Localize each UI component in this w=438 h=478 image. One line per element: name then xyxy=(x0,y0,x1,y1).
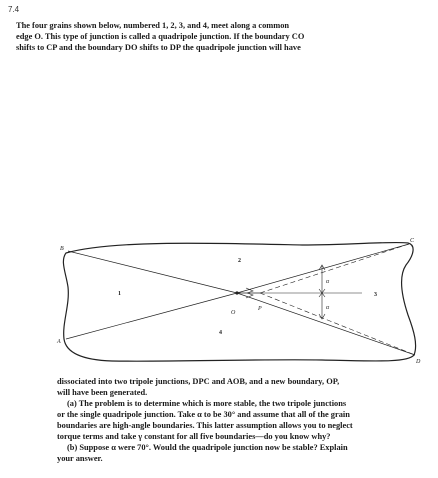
label-c: C xyxy=(410,238,415,244)
part-a-line: (a) The problem is to determine which is more stable, the two tripole junctions xyxy=(67,399,347,408)
junction-point-o xyxy=(235,291,238,294)
angle-label-upper: α xyxy=(326,279,330,285)
boundary-pc xyxy=(260,244,409,293)
angle-label-lower: α xyxy=(326,305,330,311)
continuation-line: dissociated into two tripole junctions, DPC and AOB, and a new boundary, OP, xyxy=(57,377,340,386)
boundary-ob xyxy=(68,251,237,293)
grain-number-3: 3 xyxy=(374,292,377,298)
part-a-line: or the single quadripole junction. Take α to be 30° and assume that all of the grain xyxy=(57,410,350,419)
label-b: B xyxy=(60,246,64,252)
label-o: O xyxy=(231,310,236,316)
boundary-od xyxy=(237,293,415,355)
part-b-line: your answer. xyxy=(57,454,103,463)
intro-line: edge O. This type of junction is called a quadripole junction. If the boundary CO xyxy=(16,32,305,41)
intro-line: The four grains shown below, numbered 1, 2, 3, and 4, meet along a common xyxy=(16,21,290,30)
boundary-oc xyxy=(237,244,409,293)
continuation-line: will have been generated. xyxy=(57,388,148,397)
grain-number-1: 1 xyxy=(118,291,121,297)
grain-number-2: 2 xyxy=(238,258,241,264)
quadripole-junction-figure xyxy=(52,235,438,375)
problem-number: 7.4 xyxy=(8,5,20,14)
grain-number-4: 4 xyxy=(219,330,222,336)
problem-continuation xyxy=(57,376,431,464)
problem-intro xyxy=(16,20,388,53)
part-a-line: boundaries are high-angle boundaries. This latter assumption allows you to neglect xyxy=(57,421,353,430)
boundary-pd xyxy=(260,293,415,355)
label-d: D xyxy=(416,359,421,365)
part-a-line: torque terms and take γ constant for all five boundaries—do you know why? xyxy=(57,432,331,441)
boundary-oa xyxy=(66,293,237,339)
figure-svg xyxy=(52,235,422,375)
intro-line: shifts to CP and the boundary DO shifts to DP the quadripole junction will have xyxy=(16,43,301,52)
part-b-line: (b) Suppose α were 70°. Would the quadripole junction now be stable? Explain xyxy=(67,443,348,452)
label-a: A xyxy=(57,339,61,345)
label-p: P xyxy=(258,306,262,312)
